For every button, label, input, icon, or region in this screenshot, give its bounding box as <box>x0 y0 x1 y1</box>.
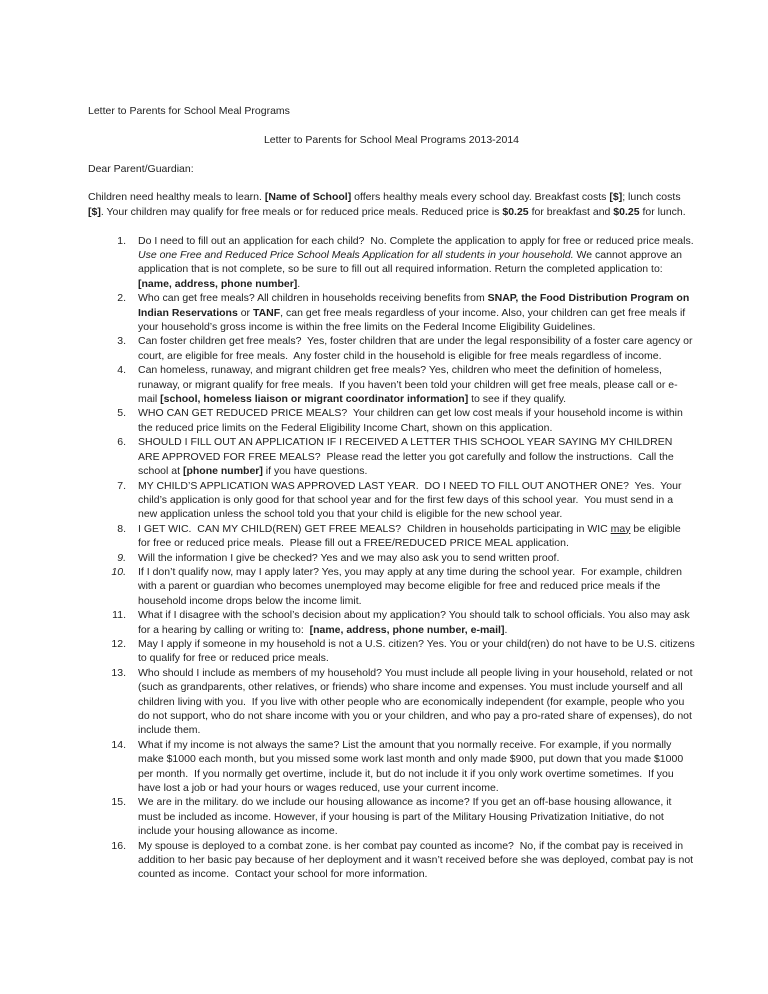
text-run: Who should I include as members of my household? You must include all people living in your household, related or not (such as grandparents, other relatives, or friends) who share income and expenses. You must include yourself and all children living with you. If you live with other people who are economically independent (for example, people who you do not support, who do not share income with you or your children, and who pay a pro-rated share of expenses), do not include them. <box>138 666 696 737</box>
text-run: I GET WIC. CAN MY CHILD(REN) GET FREE MEALS? Children in households participating in WIC <box>138 522 611 535</box>
list-item <box>88 363 695 406</box>
text-run: $0.25 <box>502 205 529 218</box>
list-item-number: 2. <box>117 292 126 305</box>
text-run: [Name of School] <box>264 191 352 204</box>
text-run: We are in the military. do we include our housing allowance as income? If you get an off-base housing allowance, it must be included as income. However, if your housing is part of the Military Housing Privatization Initiative, do not include your housing allowance as income. <box>138 796 675 838</box>
list-item <box>88 234 695 292</box>
text-run: . <box>297 277 301 290</box>
text-run: May I apply if someone in my household is not a U.S. citizen? Yes. You or your child(ren) do not have to be U.S. citizens to qualify for free or reduced price meals. <box>138 637 698 665</box>
list-item-text <box>126 551 695 565</box>
text-run: [$] <box>88 205 101 218</box>
document-title: Letter to Parents for School Meal Programs 2013-2014 <box>263 133 520 146</box>
list-item <box>88 479 695 522</box>
list-item-number: 4. <box>117 364 126 377</box>
list-item <box>88 291 695 334</box>
list-item-number: 8. <box>117 522 126 535</box>
list-item-text <box>126 291 695 334</box>
text-run: If I don’t qualify now, may I apply later? Yes, you may apply at any time during the school year. For example, children with a parent or guardian who becomes unemployed may become eligible for free and reduced price meals if the household income drops below the income limit. <box>138 565 685 607</box>
faq-list <box>88 234 698 882</box>
list-item-number: 1. <box>117 234 126 247</box>
text-run: offers healthy meals every school day. Breakfast costs <box>351 191 610 204</box>
text-run: We cannot approve an application that is not complete, so be sure to fill out all required information. Return the completed application to: <box>138 249 685 276</box>
list-item-number: 6. <box>117 436 126 449</box>
list-item-number: 9. <box>117 551 126 564</box>
text-run: Will the information I give be checked? Yes and we may also ask you to send written proof. <box>138 551 560 564</box>
list-item-text <box>126 795 695 838</box>
text-run: [school, homeless liaison or migrant coordinator information] <box>160 393 469 406</box>
text-run: SNAP, the Food Distribution Program on Indian Reservations <box>138 292 693 319</box>
text-run: [phone number] <box>182 465 263 478</box>
list-item-number: 15. <box>111 796 126 809</box>
list-item <box>88 522 695 551</box>
list-item-number: 7. <box>117 479 126 492</box>
list-item-text <box>126 435 695 478</box>
text-run: be eligible for free or reduced price meals. Please fill out a FREE/REDUCED PRICE MEAL application. <box>138 522 684 550</box>
text-run: if you have questions. <box>262 465 368 478</box>
list-item-number: 3. <box>117 335 126 348</box>
list-item-text <box>126 839 695 882</box>
text-run: for breakfast and <box>528 205 614 218</box>
text-run: Children need healthy meals to learn. <box>88 191 265 204</box>
text-run: Can foster children get free meals? Yes, foster children that are under the legal responsibility of a foster care agency or court, are eligible for free meals. Any foster child in the household is eligible for free meals regardless of income. <box>138 335 696 362</box>
text-run: Use one Free and Reduced Price School Meals Application for all students in your household. <box>138 249 574 261</box>
salutation: Dear Parent/Guardian: <box>88 162 194 175</box>
list-item-text <box>126 637 698 666</box>
text-run: Can homeless, runaway, and migrant children get free meals? Yes, children who meet the definition of homeless, runaway, or migrant qualify for free meals. If you haven’t been told your children will get free meals, please call or e-mail <box>138 364 678 406</box>
text-run: [$] <box>609 191 623 204</box>
list-item-text <box>126 666 695 738</box>
list-item-text <box>126 479 695 522</box>
list-item <box>88 637 698 666</box>
text-run: MY CHILD’S APPLICATION WAS APPROVED LAST YEAR. DO I NEED TO FILL OUT ANOTHER ONE? Yes. Your child’s application is only good for that school year and for the first few days of this school year. You must send in a new application unless the school told you that your child is eligible for the new school year. <box>138 479 685 521</box>
text-run: Who can get free meals? All children in households receiving benefits from <box>138 292 488 305</box>
list-item <box>88 334 695 363</box>
list-item <box>88 608 695 637</box>
text-run: Do I need to fill out an application for each child? No. Complete the application to apply for free or reduced price meals. <box>138 234 697 247</box>
text-run: to see if they qualify. <box>468 393 567 406</box>
list-item-text <box>126 522 695 551</box>
list-item <box>88 666 695 738</box>
document-content <box>88 104 698 882</box>
list-item <box>88 795 695 838</box>
text-run: or <box>237 306 253 319</box>
text-run: SHOULD I FILL OUT AN APPLICATION IF I RECEIVED A LETTER THIS SCHOOL YEAR SAYING MY CHILDREN ARE APPROVED FOR FREE MEALS? Please read the letter you got carefully and follow the instructions. Call the school at <box>138 436 677 478</box>
text-run: My spouse is deployed to a combat zone. is her combat pay counted as income? No, if the combat pay is received in addition to her basic pay because of her deployment and it wasn’t received before she was deployed, combat pay is not counted as income. Contact your school for more information. <box>138 839 697 881</box>
list-item-text <box>126 363 695 406</box>
text-run: What if my income is not always the same? List the amount that you normally receive. For example, if you normally make $1000 each month, but you missed some work last month and only made $900, put down that you made $1000 per month. If you normally get overtime, include it, but do not include it if you only work overtime sometimes. If you have lost a job or had your hours or wages reduced, use your current income. <box>138 738 687 795</box>
document-header-line: Letter to Parents for School Meal Programs <box>88 105 290 117</box>
list-item-text <box>126 406 695 435</box>
list-item <box>88 435 695 478</box>
text-run: What if I disagree with the school’s decision about my application? You should talk to school officials. You also may ask for a hearing by calling or writing to: <box>138 609 693 636</box>
list-item <box>88 551 695 565</box>
text-run: . <box>504 623 508 636</box>
text-run: $0.25 <box>613 205 640 218</box>
list-item-number: 11. <box>112 609 126 622</box>
text-run: [name, address, phone number, e-mail] <box>309 623 505 636</box>
list-item <box>88 406 695 435</box>
text-run: may <box>610 522 631 535</box>
list-item-number: 13. <box>111 666 126 679</box>
text-run: TANF <box>252 306 281 319</box>
list-item-text <box>126 608 695 637</box>
list-item-number: 16. <box>111 839 126 852</box>
list-item <box>88 738 695 796</box>
list-item-number: 5. <box>117 407 126 420</box>
text-run: WHO CAN GET REDUCED PRICE MEALS? Your children can get low cost meals if your household income is within the reduced price limits on the Federal Eligibility Income Chart, shown on this application. <box>138 407 686 434</box>
text-run: for lunch. <box>639 205 686 218</box>
list-item-number: 14. <box>111 738 126 751</box>
list-item-text <box>126 738 695 796</box>
list-item-text <box>126 334 695 363</box>
text-run: [name, address, phone number] <box>138 277 298 290</box>
text-run: . Your children may qualify for free meals or for reduced price meals. Reduced price is <box>100 205 503 218</box>
text-run: ; lunch costs <box>622 191 684 204</box>
text-run: , can get free meals regardless of your income. Also, your children can get free meals if your household’s gross income is within the free limits on the Federal Income Eligibility Guidelines. <box>138 306 689 334</box>
list-item-number: 10. <box>111 565 126 578</box>
list-item-text <box>126 234 695 292</box>
list-item <box>88 839 695 882</box>
intro-paragraph <box>88 190 695 219</box>
list-item <box>88 565 695 608</box>
list-item-text <box>126 565 695 608</box>
list-item-number: 12. <box>111 637 126 650</box>
